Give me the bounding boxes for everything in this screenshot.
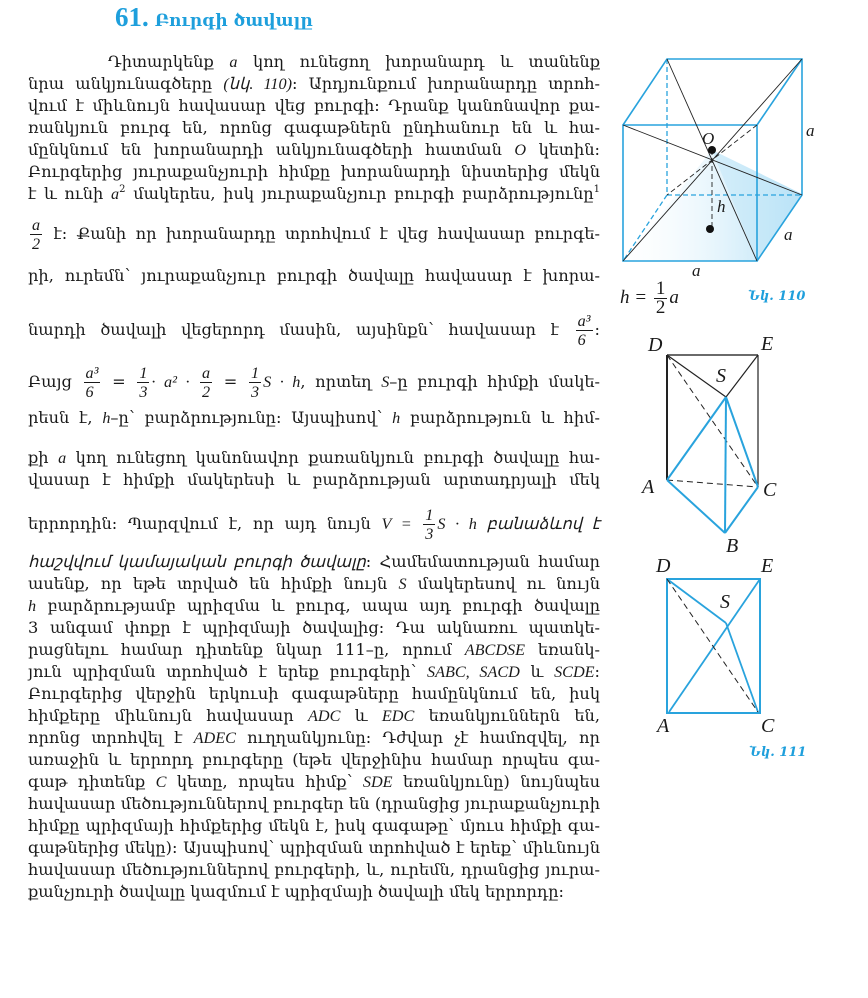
- text-line: [28, 312, 600, 349]
- fraction: [84, 364, 101, 401]
- text-line: [108, 50, 600, 74]
- text-line: [28, 858, 600, 882]
- text-line: [28, 160, 600, 184]
- text-run: է և ունի: [28, 184, 112, 203]
- text-line: [28, 638, 600, 662]
- text-line: [28, 836, 600, 860]
- text-run: հիմքերը միևնույն հավասար: [28, 706, 309, 725]
- text-run: բանաձևով է: [476, 515, 600, 533]
- text-run: –ը բուրգի հիմքի մակե-: [389, 372, 600, 391]
- math-symbol: h: [102, 409, 111, 427]
- text-run: և: [340, 706, 382, 725]
- text-run: մակերեսով ու նույն: [406, 574, 600, 593]
- fraction-denominator: 3: [250, 383, 260, 401]
- fraction: [200, 364, 212, 401]
- label-a-edge-depth: a: [784, 225, 793, 244]
- base-center-point: [706, 225, 714, 233]
- label-D: D: [656, 555, 671, 577]
- fraction-numerator: a: [32, 216, 41, 234]
- text-run: երրորդին: Պարզվում է, որ այդ նույն: [28, 514, 382, 533]
- text-run: վասար է հիմքի մակերեսի և բարձրության արտադրյալի մեկ: [28, 470, 600, 489]
- fraction-numerator: a: [202, 364, 211, 382]
- text-run: (նկ. 110): [223, 75, 292, 93]
- text-run: Բայց: [28, 372, 82, 391]
- text-run: =: [214, 372, 247, 391]
- text-run: բարձրություն և հիմ-: [400, 408, 601, 427]
- fraction-denominator: 2: [32, 235, 41, 253]
- text-line: [28, 770, 600, 794]
- section-heading: [115, 2, 313, 33]
- text-run: հաշվվում կամայական բուրգի ծավալը: [28, 553, 366, 571]
- text-run: եռանկյուններն են,: [414, 706, 600, 725]
- text-line: [28, 506, 600, 543]
- text-run: : Արդյունքում խորանարդը տրոհ-: [291, 74, 600, 93]
- text-line: [28, 216, 600, 253]
- fraction-denominator: 6: [577, 331, 586, 349]
- fraction: [249, 364, 261, 401]
- segment-SC: [726, 623, 758, 712]
- math-symbol: a: [229, 53, 238, 71]
- text-run: ասենք, որ եթե տրված են հիմքի նույն: [28, 574, 399, 593]
- math-symbol: S: [398, 575, 407, 593]
- text-line: [28, 682, 600, 706]
- text-run: կող ունեցող խորանարդ և տանենք: [237, 52, 600, 71]
- text-run: քանչյուրի ծավալը կազմում է պրիզմայի ծավալի մեկ երրորդը:: [28, 882, 564, 901]
- text-run: նարդի ծավալի վեցերորդ մասին, այսինքն՝ հավասար է: [28, 320, 574, 339]
- text-run: որոնց տրոհվել է: [28, 728, 194, 747]
- superscript: 1: [593, 184, 600, 195]
- text-run: ռանկյուն բուրգ են, որոնց գագաթներն ընդհանուր են և հա-: [28, 118, 600, 137]
- fraction: [30, 216, 42, 253]
- math-symbol: h: [392, 409, 401, 427]
- text-run: , որտեղ: [300, 372, 382, 391]
- text-run: կետին:: [526, 140, 600, 159]
- text-run: է: Քանի որ խորանարդը տրոհվում է վեց հավասար բուրգե-: [44, 224, 600, 243]
- figure-111-caption: Նկ. 111: [749, 745, 807, 760]
- formula-fraction: [654, 280, 668, 317]
- text-line: [28, 792, 600, 816]
- fraction-numerator: 1: [250, 364, 260, 382]
- text-line: [28, 572, 600, 596]
- label-E: E: [761, 555, 774, 577]
- figure-110-cube: [600, 40, 840, 280]
- segment-DS: [667, 579, 726, 623]
- text-run: վում է միևնույն հավասար վեց բուրգի: Դրանք կանոնավոր քա-: [28, 96, 600, 115]
- text-run: : Համեմատության համար: [365, 552, 600, 571]
- text-run: առաջին և երրորդ բուրգերը (եթե վերջինիս համար որպես գա-: [28, 750, 600, 769]
- label-A: A: [642, 476, 655, 498]
- math-symbol: a: [111, 185, 120, 203]
- text-run: հավասար մեծություններով բուրգեր են (դրանցից յուրաքանչյուրի: [28, 794, 600, 813]
- fraction-denominator: 2: [202, 383, 211, 401]
- text-run: Դիտարկենք: [108, 52, 230, 71]
- math-symbol: SDE: [362, 773, 393, 791]
- label-B: B: [726, 535, 739, 555]
- text-run: մընկնում են խորանարդի անկյունագծերի հատման: [28, 140, 515, 159]
- math-symbol: S · h: [437, 515, 477, 533]
- math-symbol: ADEC: [193, 729, 236, 747]
- text-line: [28, 446, 600, 470]
- formula-numerator: 1: [655, 278, 666, 299]
- text-run: բարձրությամբ պրիզմա և բուրգ, ապա այդ բուրգի ծավալը: [36, 596, 600, 615]
- text-run: րացնելու համար դիտենք նկար 111–ը, որում: [28, 640, 465, 659]
- fraction-numerator: 1: [139, 364, 148, 382]
- math-symbol: S · h: [263, 373, 301, 391]
- label-A: A: [657, 715, 670, 735]
- text-run: քի: [28, 448, 59, 467]
- text-run: յուն պրիզման տրոհված է երեք բուրգերի՝: [28, 662, 427, 681]
- text-line: [28, 182, 600, 206]
- text-line: [28, 72, 600, 96]
- text-run: եռանկյունը) նույնպես: [392, 772, 600, 791]
- text-run: և: [519, 662, 555, 681]
- fraction: [137, 364, 149, 401]
- math-symbol: ABCDSE: [464, 641, 526, 659]
- fraction: [423, 506, 435, 543]
- segment-AE: [669, 579, 760, 712]
- math-symbol: · a² ·: [151, 373, 199, 391]
- text-line: [28, 406, 600, 430]
- superscript: 2: [119, 184, 126, 195]
- label-S: S: [716, 365, 726, 387]
- section-title: Բուրգի ծավալը: [154, 11, 313, 31]
- label-O: O: [702, 129, 715, 148]
- text-run: հիմքը պրիզմայի հիմքերից մեկն է, իսկ գագաթը՝ մյուս հիմքի գա-: [28, 816, 600, 835]
- fraction-numerator: a³: [577, 312, 591, 330]
- formula-lhs: h =: [620, 286, 648, 308]
- label-S: S: [720, 591, 730, 613]
- text-run: Բուրգերից յուրաքանչյուրի հիմքը խորանարդի նիստերից մեկն: [28, 162, 600, 181]
- fraction-denominator: 3: [425, 525, 434, 543]
- label-C: C: [763, 479, 777, 501]
- pyramid-SABC: [667, 397, 758, 533]
- text-run: –ը՝ բարձրությունը: Այսպիսով՝: [110, 408, 393, 427]
- figure-111-rectangle: [630, 555, 810, 735]
- text-line: [28, 616, 600, 640]
- fraction-denominator: 6: [85, 383, 94, 401]
- label-D: D: [648, 334, 663, 356]
- diagonal-DC: [667, 579, 758, 712]
- text-run: եռանկ-: [525, 640, 601, 659]
- label-E: E: [761, 333, 774, 355]
- math-symbol: a: [58, 449, 67, 467]
- text-run: կետը, որպես հիմք՝: [166, 772, 363, 791]
- math-symbol: V =: [381, 515, 422, 533]
- text-run: մակերես, իսկ յուրաքանչյուր բուրգի բարձրությունը: [125, 184, 594, 203]
- text-run: գաթ դիտենք: [28, 772, 156, 791]
- text-line: [28, 264, 600, 288]
- math-symbol: O: [514, 141, 527, 159]
- height-formula: [620, 280, 679, 317]
- text-run: հավասար մեծություններով բուրգերի, և, ուրեմն, դրանցից յուրա-: [28, 860, 600, 879]
- section-number: 61.: [115, 2, 149, 32]
- text-run: ուղղանկյունը: Դժվար չէ համոզվել, որ: [235, 728, 600, 747]
- text-line: [28, 116, 600, 140]
- figure-110-caption: Նկ. 110: [748, 289, 806, 304]
- text-line: [28, 748, 600, 772]
- text-run: րեսն է,: [28, 408, 103, 427]
- text-line: [28, 594, 600, 618]
- math-symbol: S: [381, 373, 390, 391]
- text-line: [28, 880, 600, 904]
- fraction: [576, 312, 593, 349]
- text-run: =: [102, 372, 136, 391]
- label-a-edge-bottom: a: [692, 261, 701, 280]
- math-symbol: EDC: [381, 707, 415, 725]
- fraction-denominator: 3: [139, 383, 148, 401]
- text-run: 3 անգամ փոքր է պրիզմայի ծավալից: Դա ակնառու պատկե-: [28, 618, 600, 637]
- text-run: :: [594, 320, 600, 339]
- label-C: C: [761, 715, 775, 735]
- label-h: h: [717, 197, 726, 216]
- math-symbol: ADC: [308, 707, 341, 725]
- text-run: նրա անկյունագծերը: [28, 74, 224, 93]
- text-run: գաթներից մեկը): Այսպիսով՝ պրիզման տրոհված է երեք՝ միևնույն: [28, 838, 600, 857]
- text-line: [28, 660, 600, 684]
- text-run: կող ունեցող կանոնավոր քառանկյուն բուրգի ծավալը հա-: [66, 448, 600, 467]
- edge-AC: [667, 480, 758, 487]
- text-line: [28, 550, 600, 574]
- text-line: [28, 704, 600, 728]
- math-symbol: C: [155, 773, 167, 791]
- text-run: Բուրգերից վերջին երկուսի գագաթները համընկնում են, իսկ: [28, 684, 600, 703]
- text-line: [28, 138, 600, 162]
- edge-ES: [726, 355, 758, 397]
- fraction-numerator: a³: [85, 364, 99, 382]
- diagonal-DC: [667, 355, 758, 487]
- text-line: [28, 814, 600, 838]
- text-line: [28, 726, 600, 750]
- math-symbol: SABC, SACD: [427, 663, 520, 681]
- text-run: րի, ուրեմն՝ յուրաքանչյուր բուրգի ծավալը հավասար է խորա-: [28, 266, 600, 285]
- text-run: :: [594, 662, 600, 681]
- formula-rhs: a: [669, 286, 679, 308]
- text-line: [28, 364, 600, 401]
- label-a-edge-right: a: [806, 121, 815, 140]
- figure-111-prism: [630, 330, 810, 555]
- formula-denominator: 2: [655, 297, 666, 318]
- math-symbol: SCDE: [554, 663, 595, 681]
- text-line: [28, 468, 600, 492]
- text-line: [28, 94, 600, 118]
- math-symbol: h: [28, 597, 37, 615]
- fraction-numerator: 1: [425, 506, 434, 524]
